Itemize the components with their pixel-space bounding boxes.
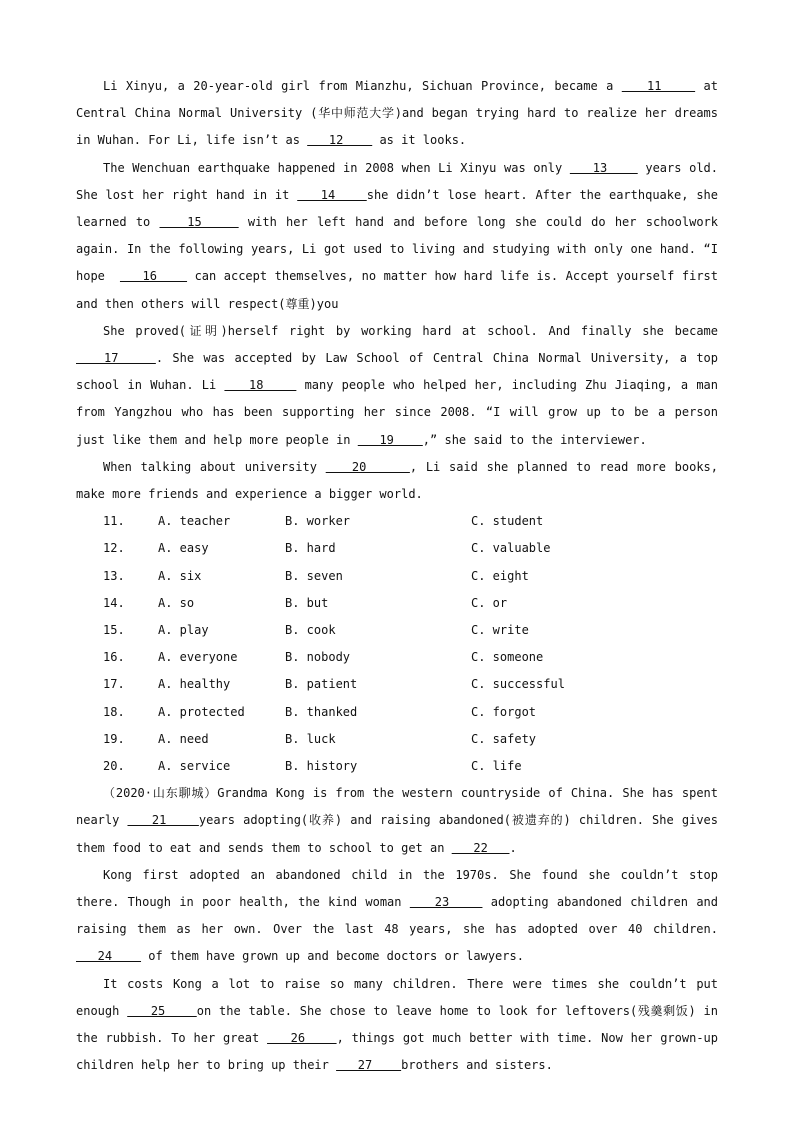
option-a: A. play: [158, 623, 209, 637]
option-a: A. service: [158, 758, 231, 773]
passage-text: , Li said she planned to read more books, make more friends and experience a bigger world.: [76, 459, 726, 502]
passage-text: , things got much better with time. Now her grown-up children help her to bring up their: [76, 1030, 726, 1073]
option-c: C. forgot: [471, 704, 537, 719]
passage-text: of them have grown up and become doctors or lawyers.: [141, 949, 524, 964]
question-number: 20.: [103, 758, 125, 773]
answer-blank: 14: [297, 187, 367, 202]
question-number: 15.: [103, 623, 125, 637]
option-b: B. nobody: [285, 650, 351, 665]
question-number: 12.: [103, 541, 125, 556]
passage-text: Li Xinyu, a 20-year-old girl from Mianzhu, Sichuan Province, became a: [103, 79, 622, 93]
question-row: [76, 644, 718, 671]
passage-text: Kong first adopted an abandoned child in the 1970s. She found she couldn’t stop there. Though in poor health, the kind woman: [76, 867, 726, 909]
passage-text: as it looks.: [372, 133, 467, 148]
paragraph: [76, 73, 726, 155]
question-row: [76, 726, 718, 753]
paragraph: [76, 971, 726, 1080]
passage-2: [76, 780, 726, 1079]
answer-blank: 17: [76, 351, 156, 366]
option-a: A. so: [158, 595, 195, 610]
passage-text: . She was accepted by Law School of Central China Normal University, a top school in Wuhan. Li: [76, 351, 726, 393]
option-a: A. healthy: [158, 677, 231, 692]
paragraph: [76, 155, 726, 318]
option-c: C. someone: [471, 650, 544, 665]
question-row: [76, 535, 718, 562]
paragraph: [76, 454, 726, 508]
option-b: B. seven: [285, 568, 343, 583]
question-number: 13.: [103, 568, 125, 583]
option-b: B. cook: [285, 623, 336, 637]
question-number: 19.: [103, 731, 125, 746]
question-number: 11.: [103, 514, 125, 529]
passage-1: [76, 73, 726, 508]
answer-blank: 15: [159, 215, 239, 230]
question-row: [76, 563, 718, 590]
passage-text: It costs Kong a lot to raise so many children. There were times she couldn’t put enough: [76, 976, 726, 1018]
option-a: A. protected: [158, 704, 245, 719]
option-a: A. six: [158, 568, 202, 583]
option-b: B. worker: [285, 514, 351, 529]
option-c: C. life: [471, 758, 522, 773]
passage-text: brothers and sisters.: [401, 1058, 553, 1073]
question-number: 16.: [103, 650, 125, 665]
passage-text: many people who helped her, including Zhu Jiaqing, a man from Yangzhou who has been supporting her since 2008. “I will grow up to be a person just like them and help more people in: [76, 378, 726, 447]
passage-text: （2020·山东聊城）Grandma Kong is from the western countryside of China. She has spent nearly: [76, 786, 726, 828]
option-c: C. safety: [471, 731, 537, 746]
option-a: A. easy: [158, 541, 209, 556]
passage-text: on the table. She chose to leave home to look for leftovers(残羹剩饭) in the rubbish. To her great: [76, 1003, 726, 1045]
option-c: C. write: [471, 623, 529, 637]
option-c: C. successful: [471, 677, 565, 692]
question-row: [76, 508, 718, 535]
option-b: B. history: [285, 758, 358, 773]
option-c: C. valuable: [471, 541, 551, 556]
answer-blank: 13: [569, 160, 638, 175]
question-number: 18.: [103, 704, 125, 719]
answer-blank: 23: [409, 894, 483, 909]
paragraph: [76, 780, 726, 862]
answer-blank: 24: [76, 949, 142, 964]
answer-blank: 11: [621, 79, 696, 93]
passage-text: years adopting(收养) and raising abandoned(被遗弃的) children. She gives them food to eat and sends them to school to get an: [76, 813, 726, 855]
answer-blank: 16: [119, 269, 188, 284]
option-b: B. hard: [285, 541, 336, 556]
answer-options: [76, 508, 718, 780]
passage-text: at Central China Normal University (华中师范大学)and began trying hard to realize her dreams in Wuhan. For Li, life isn’t as: [76, 79, 726, 148]
passage-text: she didn’t lose heart. After the earthquake, she learned to: [76, 187, 726, 230]
passage-text: ,” she said to the interviewer.: [422, 432, 647, 447]
question-row: [76, 671, 718, 698]
passage-text: .: [509, 840, 517, 855]
option-a: A. everyone: [158, 650, 238, 665]
passage-text: adopting abandoned children and raising them as her own. Over the last 48 years, she has adopted over 40 children.: [76, 894, 726, 937]
option-b: B. patient: [285, 677, 358, 692]
option-b: B. luck: [285, 731, 336, 746]
answer-blank: 25: [127, 1003, 197, 1018]
question-row: [76, 590, 718, 617]
option-b: B. but: [285, 595, 329, 610]
passage-text: years old. She lost her right hand in it: [76, 160, 726, 202]
worksheet-page: [76, 73, 726, 1079]
answer-blank: 21: [127, 813, 199, 828]
answer-blank: 20: [325, 459, 410, 474]
answer-blank: 12: [307, 133, 373, 148]
passage-text: with her left hand and before long she could do her schoolwork again. In the following years, Li got used to living and studying with only one hand. “I hope: [76, 215, 726, 284]
passage-text: can accept themselves, no matter how hard life is. Accept yourself first and then others will respect(尊重)you: [76, 269, 726, 311]
answer-blank: 26: [267, 1030, 337, 1045]
question-row: [76, 617, 718, 644]
paragraph: [76, 862, 726, 971]
option-c: C. or: [471, 595, 508, 610]
answer-blank: 27: [336, 1058, 402, 1073]
answer-blank: 19: [357, 432, 423, 447]
answer-blank: 22: [451, 840, 510, 855]
passage-text: She proved(证明)herself right by working hard at school. And finally she became: [103, 323, 726, 338]
question-row: [76, 753, 718, 780]
paragraph: [76, 318, 726, 454]
option-a: A. need: [158, 731, 209, 746]
question-number: 17.: [103, 677, 125, 692]
passage-text: When talking about university: [103, 459, 326, 474]
question-number: 14.: [103, 595, 125, 610]
option-a: A. teacher: [158, 514, 231, 529]
option-c: C. eight: [471, 568, 529, 583]
question-row: [76, 699, 718, 726]
passage-text: The Wenchuan earthquake happened in 2008 when Li Xinyu was only: [103, 160, 570, 175]
option-c: C. student: [471, 514, 544, 529]
answer-blank: 18: [224, 378, 297, 393]
option-b: B. thanked: [285, 704, 358, 719]
